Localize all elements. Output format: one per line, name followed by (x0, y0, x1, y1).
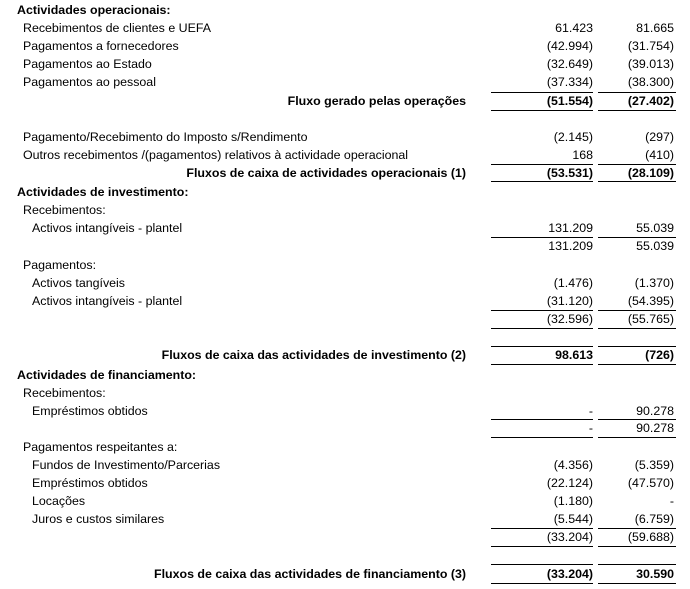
row-label: Recebimentos de clientes e UEFA (23, 21, 212, 35)
total-label: Fluxos de caixa das actividades de investimento (2) (161, 348, 466, 362)
value-previous: (27.402) (627, 94, 674, 108)
value-current: (2.145) (553, 130, 593, 144)
value-current: (33.204) (546, 530, 593, 544)
value-current: - (588, 404, 593, 418)
row-label: Pagamento/Recebimento do Imposto s/Rendimento (23, 130, 308, 144)
row-label: Recebimentos: (23, 203, 106, 217)
value-current: (53.531) (546, 166, 593, 180)
row-label: Empréstimos obtidos (32, 404, 148, 418)
subtotal-label: Fluxo gerado pelas operações (287, 94, 466, 108)
row-label: Actividades de financiamento: (17, 368, 197, 382)
total-rule (598, 364, 676, 365)
table-row (0, 37, 690, 55)
section-heading-financing (0, 366, 690, 384)
row-label: Fundos de Investimento/Parcerias (32, 458, 221, 472)
value-previous: (726) (645, 348, 674, 362)
value-previous: (47.570) (627, 476, 674, 490)
subtotal-rule (491, 110, 593, 111)
subheading-row (0, 201, 690, 219)
value-previous: 90.278 (636, 404, 674, 418)
subtotal-row (0, 528, 690, 546)
table-row (0, 19, 690, 37)
value-previous: (59.688) (627, 530, 674, 544)
subheading-row (0, 438, 690, 456)
table-row (0, 456, 690, 474)
subtotal-rule (598, 110, 676, 111)
section-heading-operating (0, 1, 690, 19)
table-row (0, 510, 690, 528)
total-rule (598, 583, 676, 584)
total-rule (491, 583, 593, 584)
value-current: - (588, 421, 593, 435)
value-previous: (39.013) (627, 57, 674, 71)
row-label: Pagamentos: (23, 258, 97, 272)
value-previous: (297) (645, 130, 674, 144)
total-row (0, 346, 690, 364)
row-label: Activos intangíveis - plantel (32, 294, 183, 308)
value-previous: (6.759) (634, 512, 674, 526)
subtotal-rule (491, 328, 593, 329)
subtotal-row (0, 92, 690, 110)
row-label: Pagamentos respeitantes a: (23, 440, 178, 454)
value-current: (32.596) (546, 312, 593, 326)
table-row (0, 146, 690, 164)
row-label: Activos intangíveis - plantel (32, 221, 183, 235)
total-row (0, 565, 690, 583)
total-label: Fluxos de caixa das actividades de financiamento (3) (154, 567, 466, 581)
subheading-row (0, 384, 690, 402)
row-label: Outros recebimentos /(pagamentos) relativos à actividade operacional (23, 148, 408, 162)
row-label: Juros e custos similares (32, 512, 165, 526)
subtotal-rule (491, 546, 593, 547)
value-current: (22.124) (546, 476, 593, 490)
subtotal-row (0, 419, 690, 437)
value-previous: 55.039 (636, 221, 674, 235)
row-label: Locações (32, 494, 86, 508)
total-rule (491, 364, 593, 365)
value-current: (1.180) (553, 494, 593, 508)
value-previous: 90.278 (636, 421, 674, 435)
subtotal-rule (598, 328, 676, 329)
value-previous: 55.039 (636, 239, 674, 253)
row-label: Empréstimos obtidos (32, 476, 148, 490)
value-previous: (38.300) (627, 75, 674, 89)
value-current: (4.356) (553, 458, 593, 472)
value-previous: (410) (645, 148, 674, 162)
row-label: Recebimentos: (23, 386, 106, 400)
subheading-row (0, 256, 690, 274)
table-row (0, 128, 690, 146)
value-current: (32.649) (546, 57, 593, 71)
value-current: (42.994) (546, 39, 593, 53)
value-current: (1.476) (553, 276, 593, 290)
total-rule (491, 181, 593, 182)
table-row (0, 219, 690, 237)
value-previous: (5.359) (634, 458, 674, 472)
subtotal-row (0, 237, 690, 255)
table-row (0, 292, 690, 310)
value-previous: (54.395) (627, 294, 674, 308)
row-label: Pagamentos ao Estado (23, 57, 152, 71)
row-label: Actividades operacionais: (17, 3, 171, 17)
table-row (0, 474, 690, 492)
row-label: Pagamentos ao pessoal (23, 75, 156, 89)
value-previous: 30.590 (636, 567, 674, 581)
subtotal-row (0, 310, 690, 328)
value-current: 98.613 (555, 348, 593, 362)
table-row (0, 73, 690, 91)
section-heading-investing (0, 183, 690, 201)
value-previous: (31.754) (627, 39, 674, 53)
table-row (0, 274, 690, 292)
subtotal-rule (598, 546, 676, 547)
value-current: 168 (572, 148, 593, 162)
row-label: Actividades de investimento: (17, 185, 189, 199)
value-current: (5.544) (553, 512, 593, 526)
value-previous: (1.370) (634, 276, 674, 290)
value-current: 61.423 (555, 21, 593, 35)
value-current: (31.120) (546, 294, 593, 308)
total-label: Fluxos de caixa de actividades operacionais (1) (186, 166, 466, 180)
table-row (0, 402, 690, 420)
value-previous: - (669, 494, 674, 508)
value-current: (51.554) (546, 94, 593, 108)
value-current: 131.209 (548, 239, 593, 253)
value-previous: (28.109) (627, 166, 674, 180)
row-label: Activos tangíveis (32, 276, 125, 290)
table-row (0, 55, 690, 73)
total-row (0, 164, 690, 182)
value-current: (33.204) (546, 567, 593, 581)
value-previous: (55.765) (627, 312, 674, 326)
table-row (0, 492, 690, 510)
value-current: (37.334) (546, 75, 593, 89)
row-label: Pagamentos a fornecedores (23, 39, 179, 53)
total-rule (598, 181, 676, 182)
value-current: 131.209 (548, 221, 593, 235)
value-previous: 81.665 (636, 21, 674, 35)
